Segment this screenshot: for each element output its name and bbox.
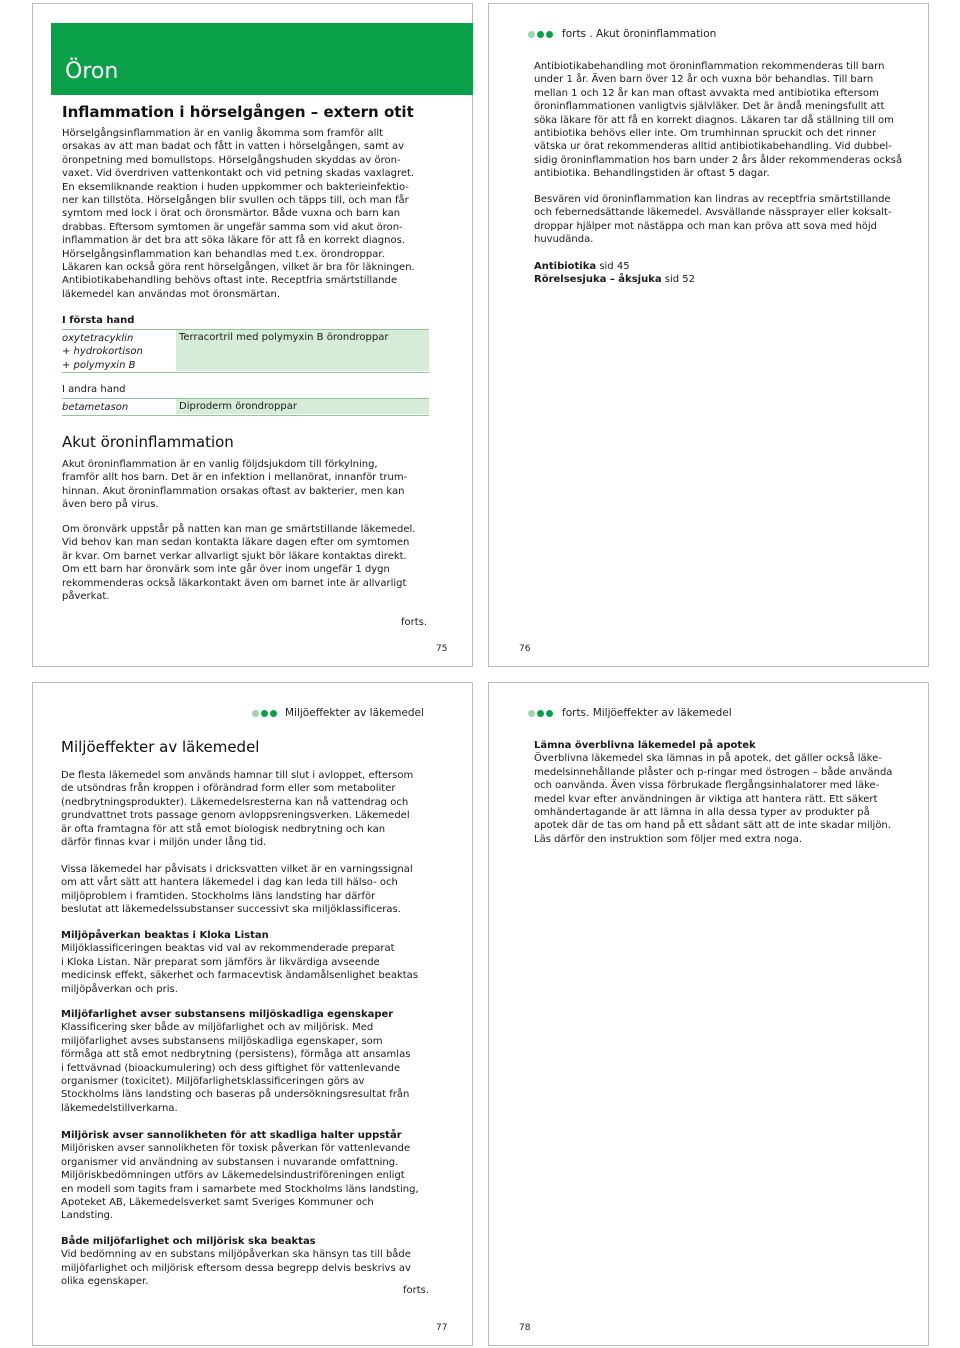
paragraph xyxy=(534,193,892,247)
text-line: miljöproblem i framtiden. Stockholms läns landsting har därför xyxy=(61,890,376,902)
running-header: forts . Akut öroninflammation xyxy=(562,28,717,40)
subsection xyxy=(61,929,418,996)
ref-title: Rörelsesjuka – åksjuka xyxy=(534,274,662,286)
continued-label: forts. xyxy=(403,1285,430,1296)
text-line: Hörselgångsinflammation är en vanlig åkomma som framför allt xyxy=(62,128,384,139)
text-line: förmåga att stå emot nedbrytning (persistens), förmåga att ansamlas xyxy=(61,1049,411,1061)
text-line: är kvar. Om barnet verkar allvarligt sjukt bör läkare kontaktas direkt. xyxy=(62,550,407,562)
text-line: Läs därför den instruktion som följer med extra noga. xyxy=(534,833,803,845)
subsection xyxy=(61,1008,410,1115)
text-line: Stockholms läns landsting och baseras på undersökningsresultat från xyxy=(61,1089,410,1101)
text-line: antibiotika. Behandlingstiden är oftast 5 dagar. xyxy=(534,168,770,180)
text-line: i fettvävnad (bioackumulering) och dess giftighet för vattenlevande xyxy=(61,1062,401,1074)
section-title: Öron xyxy=(65,59,119,84)
text-line: Vissa läkemedel har påvisats i dricksvatten vilket är en varningssignal xyxy=(61,864,413,875)
page-77 xyxy=(32,682,473,1346)
text-line: inflammation är det bra att söka läkare för att få en korrekt diagnos. xyxy=(62,235,405,247)
text-line: orsakas av att man badat och fått in vatten i hörselgången, samt av xyxy=(62,141,405,153)
text-line: mellan 1 och 12 år kan man oftast avvakta med antibiotika eftersom xyxy=(534,87,879,99)
text-line: söka läkare för att få en korrekt diagnos. Läkaren tar då ställning till om xyxy=(534,114,894,126)
text-line: rekommenderas också läkarkontakt även om barnet inte är allvarligt xyxy=(62,577,407,589)
page-heading: Inflammation i hörselgången – extern otit xyxy=(62,103,414,121)
section-dots-icon xyxy=(528,31,555,39)
text-line: Om ett barn har öronvärk som inte går över inom ungefär 1 dygn xyxy=(62,564,390,576)
text-line: drabbas. Eftersom symtomen är ungefär samma som vid akut öron- xyxy=(62,221,403,233)
text-line: de utsöndras från kroppen i oförändrad form eller som metaboliter xyxy=(61,783,396,795)
cross-references xyxy=(534,260,695,287)
text-line: grundvattnet trots passage genom avloppsreningsverken. Läkemedel xyxy=(61,810,410,822)
text-line: Läkaren kan också göra rent hörselgången, vilket är bra för läkningen. xyxy=(62,262,415,274)
text-line: Miljöriskbedömningen utförs av Läkemedelsindustriföreningen enligt xyxy=(61,1170,405,1182)
text-line: ner kan tillstöta. Hörselgången blir svullen och täpps till, och man får xyxy=(62,195,409,207)
page-heading: Miljöeffekter av läkemedel xyxy=(61,738,260,756)
page-75 xyxy=(32,3,473,667)
cross-reference-link[interactable] xyxy=(534,273,695,286)
second-hand-product: Diproderm örondroppar xyxy=(179,401,297,412)
ref-page: sid 52 xyxy=(661,274,696,286)
text-line: framför allt hos barn. Det är en infektion i mellanörat, innanför trum- xyxy=(62,472,408,484)
first-hand-substances xyxy=(62,332,143,372)
page-number: 76 xyxy=(519,644,531,654)
text-line: antibiotika behövs eller inte. Om trumhinnan spruckit och det rinner xyxy=(534,128,877,140)
text-line: Landsting. xyxy=(61,1210,114,1222)
text-line: Antibiotikabehandling mot öroninflammation rekommenderas till barn xyxy=(534,61,885,72)
text-line: en modell som tagits fram i samarbete med Stockholms läns landsting, xyxy=(61,1183,419,1195)
page-number: 77 xyxy=(436,1323,448,1333)
substance: + hydrokortison xyxy=(62,346,143,358)
page-number: 78 xyxy=(519,1323,531,1333)
subsection-title: Miljöpåverkan beaktas i Kloka Listan xyxy=(61,930,269,941)
text-line: sidig öroninflammation hos barn under 2 års ålder rekommenderas också xyxy=(534,154,903,166)
subsection-title: Både miljöfarlighet och miljörisk ska beaktas xyxy=(61,1236,316,1247)
text-line: läkemedel kan användas mot öronsmärtan. xyxy=(62,288,280,300)
running-header: Miljöeffekter av läkemedel xyxy=(285,707,424,719)
page-number: 75 xyxy=(436,644,448,654)
ref-page: sid 45 xyxy=(596,261,630,272)
text-line: droppar hjälper mot nästäppa och man kan pröva att sova med höjd xyxy=(534,220,878,232)
continued-label: forts. xyxy=(401,617,428,628)
substance: oxytetracyklin xyxy=(62,333,134,344)
text-line: De flesta läkemedel som används hamnar till slut i avloppet, eftersom xyxy=(61,770,414,781)
text-line: om att vårt sätt att hantera läkemedel i dag kan leda till hälso- och xyxy=(61,877,398,889)
text-line: olika egenskaper. xyxy=(61,1276,149,1288)
text-line: vätska ur örat rekommenderas alltid antibiotikabehandling. Vid dubbel- xyxy=(534,141,892,153)
text-line: Akut öroninflammation är en vanlig följdsjukdom till förkylning, xyxy=(62,459,378,470)
section-heading: Akut öroninflammation xyxy=(62,433,234,451)
text-line: En eksemliknande reaktion i huden uppkommer och bakterieinfektio- xyxy=(62,181,409,193)
text-line: symtom med lock i örat och öronsmärtor. Både vuxna och barn kan xyxy=(62,208,401,220)
text-line: organismer (toxicitet). Miljöfarlighetsklassificeringen görs av xyxy=(61,1076,365,1088)
text-line: hinnan. Akut öroninflammation orsakas oftast av bakterier, men kan xyxy=(62,485,405,497)
text-line: miljöpåverkan och pris. xyxy=(61,983,178,995)
text-line: miljöfarlighet avses substansens miljöskadliga egenskaper, som xyxy=(61,1035,383,1047)
table-divider xyxy=(62,415,429,416)
first-hand-label: I första hand xyxy=(62,315,135,326)
text-line: även bero på virus. xyxy=(62,499,159,511)
first-hand-product: Terracortril med polymyxin B örondroppar xyxy=(179,332,389,343)
text-line: vaxet. Vid överdriven vattenkontakt och vid petning skadas vaxlagret. xyxy=(62,168,415,180)
text-line: Miljörisken avser sannolikheten för toxisk påverkan för vattenlevande xyxy=(61,1143,411,1155)
cross-reference-link[interactable] xyxy=(534,260,695,273)
text-line: apotek där de tas om hand på ett sådant sätt att de inte skadar miljön. xyxy=(534,820,891,832)
ref-title: Antibiotika xyxy=(534,261,597,272)
text-line: Miljöklassificeringen beaktas vid val av rekommenderade preparat xyxy=(61,943,395,955)
text-line: Antibiotikabehandling behövs oftast inte. Receptfria smärtstillande xyxy=(62,275,398,287)
text-line: Besvären vid öroninflammation kan lindras av receptfria smärtstillande xyxy=(534,194,891,205)
paragraph xyxy=(534,60,902,181)
text-line: och oanvända. Även vissa förbrukade flergångsinhalatorer med läke- xyxy=(534,780,880,792)
running-header: forts. Miljöeffekter av läkemedel xyxy=(562,707,732,719)
subsection xyxy=(61,1235,411,1289)
text-line: under 1 år. Även barn över 12 år och vuxna bör behandlas. Till barn xyxy=(534,74,874,86)
subsection xyxy=(534,739,892,846)
text-line: medelsinnehållande plåster och p-ringar med östrogen – både använda xyxy=(534,766,893,778)
text-line: omhändertagande är att lämna in alla dessa typer av produkter på xyxy=(534,807,870,819)
page-76 xyxy=(488,3,929,667)
second-hand-substance: betametason xyxy=(62,402,129,413)
subsection-title: Miljöfarlighet avser substansens miljöskadliga egenskaper xyxy=(61,1009,394,1020)
section-dots-icon xyxy=(528,710,555,718)
text-line: medicinsk effekt, säkerhet och farmacevtisk ändamålsenlighet beaktas xyxy=(61,970,419,982)
text-line: läkemedelstillverkarna. xyxy=(61,1102,178,1114)
text-line: är ofta framtagna för att stå emot biologisk nedbrytning och kan xyxy=(61,823,386,835)
text-line: påverkat. xyxy=(62,591,110,603)
text-line: medel kvar efter användningen är viktiga att hantera rätt. Ett säkert xyxy=(534,793,878,805)
table-divider xyxy=(62,372,429,373)
paragraph xyxy=(62,458,407,512)
text-line: miljöfarlighet och miljörisk eftersom dessa begrepp delvis beskrivs av xyxy=(61,1262,411,1274)
text-line: Överblivna läkemedel ska lämnas in på apotek, det gäller också läke- xyxy=(534,753,882,765)
text-line: Vid behov kan man sedan kontakta läkare dagen efter om symtomen xyxy=(62,537,410,549)
text-line: beslutat att läkemedelssubstanser successivt ska miljöklassificeras. xyxy=(61,904,401,916)
text-line: huvudända. xyxy=(534,234,594,246)
intro-paragraph xyxy=(62,127,415,301)
paragraph xyxy=(61,863,413,917)
text-line: och febernedsättande läkemedel. Avsvällande nässprayer eller koksalt- xyxy=(534,207,892,219)
text-line: Vid bedömning av en substans miljöpåverkan ska hänsyn tas till både xyxy=(61,1249,411,1261)
paragraph xyxy=(61,769,413,849)
text-line: Hörselgångsinflammation kan behandlas med t.ex. örondroppar. xyxy=(62,248,385,260)
text-line: (nedbrytningsprodukter). Läkemedelsresterna kan nå vattendrag och xyxy=(61,796,409,808)
subsection-title: Lämna överblivna läkemedel på apotek xyxy=(534,740,756,751)
subsection xyxy=(61,1129,419,1223)
text-line: därför finnas kvar i miljön under lång tid. xyxy=(61,837,267,849)
text-line: öronpetning med bomullstops. Hörselgångshuden skyddas av öron- xyxy=(62,154,401,166)
subsection-title: Miljörisk avser sannolikheten för att skadliga halter uppstår xyxy=(61,1130,402,1141)
text-line: Om öronvärk uppstår på natten kan man ge smärtstillande läkemedel. xyxy=(62,524,416,535)
section-dots-icon xyxy=(252,710,279,718)
second-hand-label: I andra hand xyxy=(62,384,126,395)
page-78 xyxy=(488,682,929,1346)
text-line: i Kloka Listan. När preparat som jämförs är likvärdiga avseende xyxy=(61,956,380,968)
text-line: organismer vid användning av substansen i nuvarande omfattning. xyxy=(61,1156,399,1168)
text-line: Klassificering sker både av miljöfarlighet och av miljörisk. Med xyxy=(61,1022,374,1034)
text-line: öroninflammationen vanligtvis självläker. Det är ändå meningsfullt att xyxy=(534,101,885,113)
text-line: Apoteket AB, Läkemedelsverket samt Sveriges Kommuner och xyxy=(61,1197,374,1209)
paragraph xyxy=(62,523,416,603)
substance: + polymyxin B xyxy=(62,359,136,371)
